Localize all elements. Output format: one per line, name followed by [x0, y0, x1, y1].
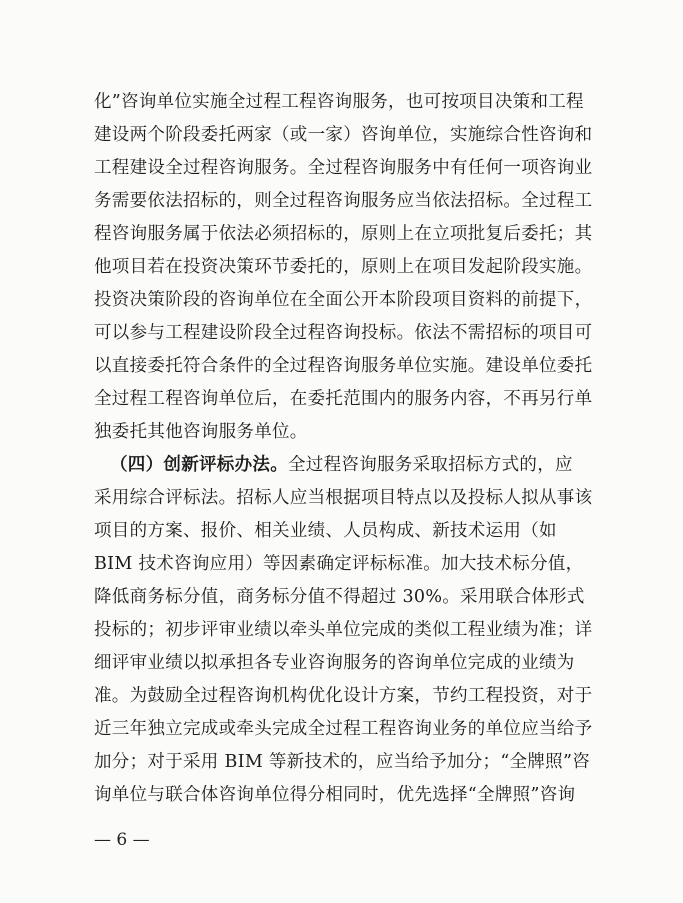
page-number: — 6 — [94, 830, 150, 850]
paragraph-2-line-8: 准。为鼓励全过程咨询机构优化设计方案，节约工程投资，对于 [94, 686, 593, 706]
paragraph-2-line-6: 投标的；初步评审业绩以牵头单位完成的类似工程业绩为准；详 [94, 620, 593, 640]
paragraph-1-line-11: 独委托其他咨询服务单位。 [94, 422, 308, 442]
paragraph-2-line-3: 项目的方案、报价、相关业绩、人员构成、新技术运用（如 [94, 521, 557, 541]
paragraph-1-line-5: 程咨询服务属于依法必须招标的，原则上在立项批复后委托；其 [94, 224, 593, 244]
paragraph-2-line-5: 降低商务标分值，商务标分值不得超过 30%。采用联合体形式 [94, 587, 585, 607]
paragraph-2-line-2: 采用综合评标法。招标人应当根据项目特点以及投标人拟从事该 [94, 488, 593, 508]
paragraph-2-line-11: 询单位与联合体咨询单位得分相同时，优先选择“全牌照”咨询 [94, 785, 576, 805]
paragraph-1-line-1: 化”咨询单位实施全过程工程咨询服务，也可按项目决策和工程 [94, 92, 584, 112]
section-heading: （四）创新评标办法。 [110, 455, 288, 475]
paragraph-2-line-4: BIM 技术咨询应用）等因素确定评标标准。加大技术标分值， [94, 554, 584, 574]
paragraph-1-line-9: 以直接委托符合条件的全过程咨询服务单位实施。建设单位委托 [94, 356, 593, 376]
paragraph-1-line-3: 工程建设全过程咨询服务。全过程咨询服务中有任何一项咨询业 [94, 158, 593, 178]
paragraph-2-line-7: 细评审业绩以拟承担各专业咨询服务的咨询单位完成的业绩为 [94, 653, 575, 673]
paragraph-1-line-10: 全过程工程咨询单位后，在委托范围内的服务内容，不再另行单 [94, 389, 593, 409]
paragraph-1-line-4: 务需要依法招标的，则全过程咨询服务应当依法招标。全过程工 [94, 191, 593, 211]
paragraph-2-line-10: 加分；对于采用 BIM 等新技术的，应当给予加分；“全牌照”咨 [94, 752, 591, 772]
paragraph-1-line-6: 他项目若在投资决策环节委托的，原则上在项目发起阶段实施。 [94, 257, 593, 277]
paragraph-2-line-1-text: 全过程咨询服务采取招标方式的，应 [288, 455, 573, 475]
paragraph-1-line-2: 建设两个阶段委托两家（或一家）咨询单位，实施综合性咨询和 [94, 125, 593, 145]
paragraph-2-line-9: 近三年独立完成或牵头完成全过程工程咨询业务的单位应当给予 [94, 719, 593, 739]
paragraph-1-line-8: 可以参与工程建设阶段全过程咨询投标。依法不需招标的项目可 [94, 323, 593, 343]
paragraph-2-line-1 [110, 453, 573, 477]
paragraph-1-line-7: 投资决策阶段的咨询单位在全面公开本阶段项目资料的前提下， [94, 290, 593, 310]
